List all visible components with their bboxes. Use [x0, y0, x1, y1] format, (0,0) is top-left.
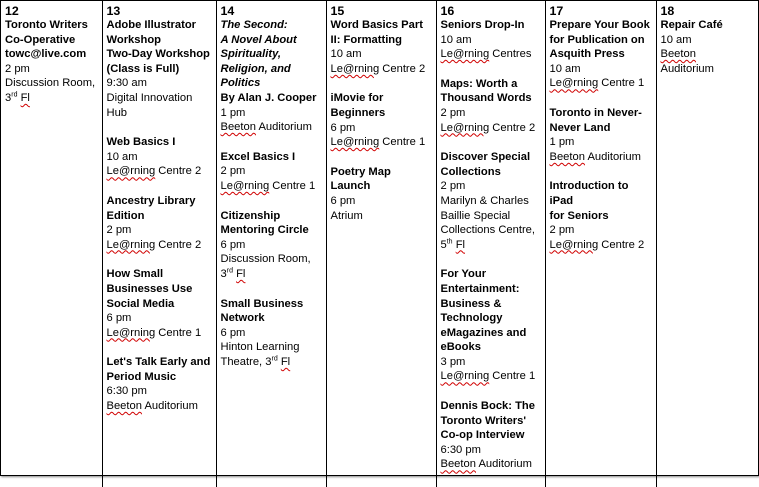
event-location: Le@rning Centre 2	[330, 62, 426, 75]
event-location: Collections Centre,	[440, 224, 536, 237]
event-location: Theatre, 3rd Fl	[220, 355, 291, 368]
event-title: Repair Café	[660, 19, 723, 31]
event-title: Toronto Writers	[5, 19, 88, 31]
event-title: How Small	[106, 268, 164, 281]
event-time: 2 pm	[440, 106, 466, 119]
event-time: 10 am	[549, 62, 581, 75]
event-title: Seniors Drop-In	[440, 19, 525, 31]
event-item	[441, 399, 541, 472]
event-time: 9:30 am	[106, 77, 147, 90]
event-time: 10 am	[660, 33, 692, 46]
event-location: Le@rning Centre 1	[220, 179, 316, 192]
event-title: Let's Talk Early and	[106, 356, 211, 369]
event-title: (Class is Full)	[106, 62, 180, 75]
day-cell	[656, 1, 758, 487]
event-title: Never Land	[549, 121, 611, 134]
event-item	[550, 18, 652, 91]
event-title: Small Business	[220, 297, 304, 310]
event-location: 5th Fl	[440, 237, 466, 251]
event-title: iMovie for	[330, 92, 384, 105]
event-book-title: Politics	[220, 77, 261, 90]
event-time: 6 pm	[330, 194, 356, 207]
event-time: 10 am	[440, 33, 472, 46]
event-location: Atrium	[330, 209, 363, 222]
event-time: 6:30 pm	[106, 385, 147, 398]
event-title: Word Basics Part	[330, 19, 423, 31]
day-cell	[102, 1, 216, 487]
event-title: Co-Operative	[5, 33, 76, 46]
day-number: 12	[5, 4, 19, 18]
event-title: Toronto in Never-	[549, 106, 642, 119]
event-location: Le@rning Centres	[440, 48, 532, 61]
event-location: Discussion Room,	[5, 77, 96, 90]
event-item	[221, 18, 322, 135]
event-item	[107, 267, 212, 340]
event-title: Poetry Map	[330, 165, 391, 178]
event-time: 10 am	[106, 150, 138, 163]
event-title: Adobe Illustrator	[106, 19, 197, 31]
event-title: Social Media	[106, 297, 175, 310]
event-item	[331, 165, 432, 223]
event-calendar-table	[1, 1, 758, 487]
event-title: Two-Day Workshop	[106, 48, 210, 61]
event-title: Thousand Words	[440, 92, 532, 105]
event-title: Toronto Writers'	[440, 414, 527, 427]
event-item	[107, 355, 212, 413]
event-title: Launch	[330, 180, 371, 193]
day-cell	[216, 1, 326, 487]
event-item	[107, 135, 212, 179]
event-time: 1 pm	[549, 136, 575, 149]
event-item	[221, 150, 322, 194]
event-title: Network	[220, 312, 265, 325]
event-time: 6 pm	[220, 238, 246, 251]
event-item	[661, 18, 755, 76]
event-title: Business &	[440, 297, 502, 310]
event-title: Businesses Use	[106, 282, 193, 295]
event-location: 3rd Fl	[5, 91, 30, 104]
day-cell	[436, 1, 545, 487]
event-location: Auditorium	[660, 62, 714, 75]
day-cell	[545, 1, 656, 487]
day-number: 16	[440, 4, 455, 18]
event-title: Entertainment:	[440, 282, 520, 295]
event-time: 10 am	[330, 48, 362, 61]
event-time: 6 pm	[220, 326, 246, 339]
event-time: 2 pm	[440, 180, 466, 193]
event-title: towc@live.com	[5, 48, 87, 61]
day-number: 17	[549, 4, 564, 18]
event-title: Excel Basics I	[220, 150, 296, 163]
event-location: Le@rning Centre 1	[440, 370, 536, 383]
event-title: eMagazines and	[440, 326, 527, 339]
event-title: eBooks	[440, 341, 481, 354]
event-item	[441, 267, 541, 384]
event-title: Beginners	[330, 106, 386, 119]
event-location: Le@rning Centre 2	[440, 121, 536, 134]
event-location: 3rd Fl	[220, 267, 246, 280]
event-title: Technology	[440, 312, 503, 325]
event-title: Mentoring Circle	[220, 224, 309, 237]
event-item	[221, 209, 322, 282]
event-title: Collections	[440, 165, 501, 178]
event-location: Marilyn & Charles	[440, 194, 529, 207]
event-location: Le@rning Centre 1	[549, 77, 645, 90]
event-location: Baillie Special	[440, 209, 511, 222]
event-item	[441, 77, 541, 135]
event-time: 6 pm	[106, 312, 132, 325]
event-time: 2 pm	[5, 62, 30, 75]
event-location: Beeton Auditorium	[440, 458, 532, 471]
event-location: Le@rning Centre 1	[106, 326, 202, 339]
event-title: Edition	[106, 209, 145, 222]
event-book-title: A Novel About	[220, 33, 297, 46]
event-location: Digital Innovation	[106, 91, 193, 104]
event-item	[107, 18, 212, 120]
event-item	[107, 194, 212, 252]
day-number: 15	[330, 4, 345, 18]
event-title: Discover Special	[440, 151, 531, 164]
event-time: 2 pm	[220, 165, 246, 178]
event-location: Le@rning Centre 2	[106, 165, 202, 178]
event-item	[550, 106, 652, 164]
event-title: Citizenship	[220, 209, 281, 222]
day-number: 18	[660, 4, 675, 18]
event-item	[331, 91, 432, 149]
event-title: Introduction to iPad	[549, 180, 629, 207]
event-title: Maps: Worth a	[440, 77, 518, 90]
event-location: Beeton Auditorium	[220, 121, 312, 134]
event-location: Le@rning Centre 2	[106, 238, 202, 251]
event-location: Hub	[106, 106, 128, 119]
event-location: Beeton	[660, 48, 696, 61]
event-time: 1 pm	[220, 106, 246, 119]
day-number: 14	[220, 4, 235, 18]
day-cell	[326, 1, 436, 487]
event-item	[441, 18, 541, 62]
event-time: 6 pm	[330, 121, 356, 134]
event-location: Discussion Room,	[220, 253, 311, 266]
week-row	[1, 1, 758, 487]
day-cell	[1, 1, 102, 487]
event-item	[221, 297, 322, 370]
event-time: 2 pm	[106, 224, 132, 237]
event-book-title: Spirituality,	[220, 48, 282, 61]
event-time: 6:30 pm	[440, 443, 481, 456]
event-title: for Seniors	[549, 209, 609, 222]
event-location: Le@rning Centre 1	[330, 136, 426, 149]
event-book-title: The Second:	[220, 19, 288, 31]
event-title: II: Formatting	[330, 33, 402, 46]
event-item	[441, 150, 541, 252]
event-time: 2 pm	[549, 224, 575, 237]
event-title: Workshop	[106, 33, 161, 46]
event-title: Web Basics I	[106, 136, 176, 149]
event-title: Dennis Bock: The	[440, 400, 535, 413]
event-location: Hinton Learning	[220, 341, 300, 354]
event-book-title: Religion, and	[220, 62, 291, 75]
event-time: 3 pm	[440, 355, 466, 368]
event-item	[5, 18, 98, 106]
event-title: for Publication on	[549, 33, 645, 46]
event-title: Period Music	[106, 370, 177, 383]
event-item	[550, 179, 652, 252]
day-number: 13	[106, 4, 121, 18]
event-title: Co-op Interview	[440, 429, 525, 442]
event-title: Prepare Your Book	[549, 19, 650, 31]
event-title: For Your	[440, 268, 487, 281]
event-title: Asquith Press	[549, 48, 625, 61]
event-location: Beeton Auditorium	[549, 150, 641, 163]
event-item	[331, 18, 432, 76]
event-location: Beeton Auditorium	[106, 400, 198, 413]
event-title: By Alan J. Cooper	[220, 91, 317, 104]
event-location: Le@rning Centre 2	[549, 238, 645, 251]
event-title: Ancestry Library	[106, 194, 196, 207]
